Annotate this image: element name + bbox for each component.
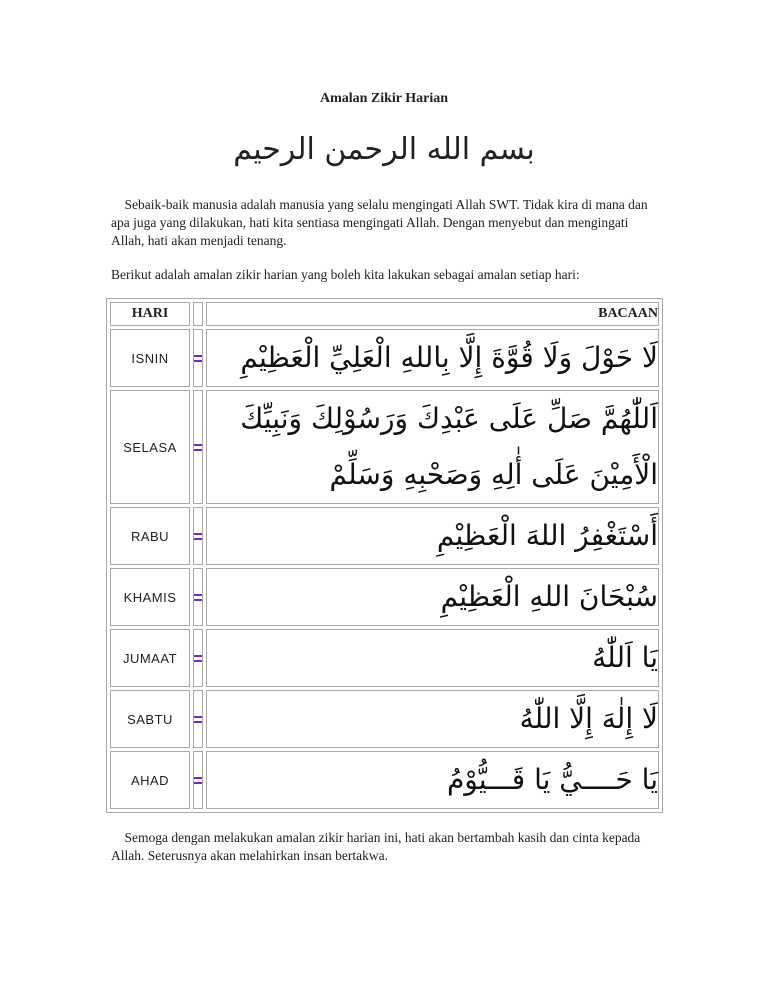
table-row	[110, 568, 659, 626]
recitation-cell: اَللّٰهُمَّ صَلِّ عَلَى عَبْدِكَ وَرَسُوْلِكَ وَنَبِيِّكَ الْأَمِيْنَ عَلَى أٰلِهِ وَصَحْبِهِ وَسَلِّمْ	[206, 390, 659, 504]
table-row	[110, 329, 659, 387]
page-title: Amalan Zikir Harian	[319, 91, 449, 106]
table-row	[110, 629, 659, 687]
table-header-row	[110, 302, 659, 326]
table-row	[110, 751, 659, 809]
recitation-cell: يَا اَللّٰهُ	[206, 629, 659, 687]
table-row	[110, 390, 659, 504]
equals-marker	[193, 507, 203, 565]
intro-text: Sebaik-baik manusia adalah manusia yang selalu mengingati Allah SWT. Tidak kira di mana dan apa juga yang dilakukan, hati kita sentiasa mengingati Allah. Dengan menyebut dan mengingati Allah, hati akan menjadi tenang.	[111, 197, 648, 248]
day-cell: RABU	[110, 507, 190, 565]
day-cell: ISNIN	[110, 329, 190, 387]
header-hari: HARI	[110, 302, 190, 326]
recitation-cell: أَسْتَغْفِرُ اللهَ الْعَظِيْمِ	[206, 507, 659, 565]
equals-marker	[193, 690, 203, 748]
day-cell: AHAD	[110, 751, 190, 809]
recitation-cell: سُبْحَانَ اللهِ الْعَظِيْمِ	[206, 568, 659, 626]
equals-marker	[193, 568, 203, 626]
equals-marker	[193, 329, 203, 387]
recitation-cell: لَا إِلٰهَ إِلَّا اللّٰهُ	[206, 690, 659, 748]
equals-icon	[194, 533, 202, 540]
header-marker	[193, 302, 203, 326]
equals-icon	[194, 594, 202, 601]
day-cell: KHAMIS	[110, 568, 190, 626]
table-row	[110, 690, 659, 748]
equals-marker	[193, 629, 203, 687]
equals-marker	[193, 751, 203, 809]
zikir-table	[106, 298, 663, 813]
equals-marker	[193, 390, 203, 504]
equals-icon	[194, 444, 202, 451]
recitation-cell: لَا حَوْلَ وَلَا قُوَّةَ إِلَّا بِاللهِ الْعَلِيِّ الْعَظِيْمِ	[206, 329, 659, 387]
equals-icon	[194, 655, 202, 662]
intro-paragraph	[111, 196, 656, 250]
table-row	[110, 507, 659, 565]
closing-paragraph	[111, 829, 656, 865]
equals-icon	[194, 777, 202, 784]
day-cell: SABTU	[110, 690, 190, 748]
equals-icon	[194, 355, 202, 362]
header-bacaan: BACAAN	[206, 302, 659, 326]
day-cell: JUMAAT	[110, 629, 190, 687]
equals-icon	[194, 716, 202, 723]
day-cell: SELASA	[110, 390, 190, 504]
basmala-calligraphy: بسم الله الرحمن الرحيم	[233, 132, 535, 167]
recitation-cell: يَا حَــــيُّ يَا قَـــيُّوْمُ	[206, 751, 659, 809]
closing-text: Semoga dengan melakukan amalan zikir harian ini, hati akan bertambah kasih dan cinta kepada Allah. Seterusnya akan melahirkan insan bertakwa.	[111, 830, 641, 863]
lead-paragraph: Berikut adalah amalan zikir harian yang boleh kita lakukan sebagai amalan setiap hari:	[111, 267, 580, 282]
